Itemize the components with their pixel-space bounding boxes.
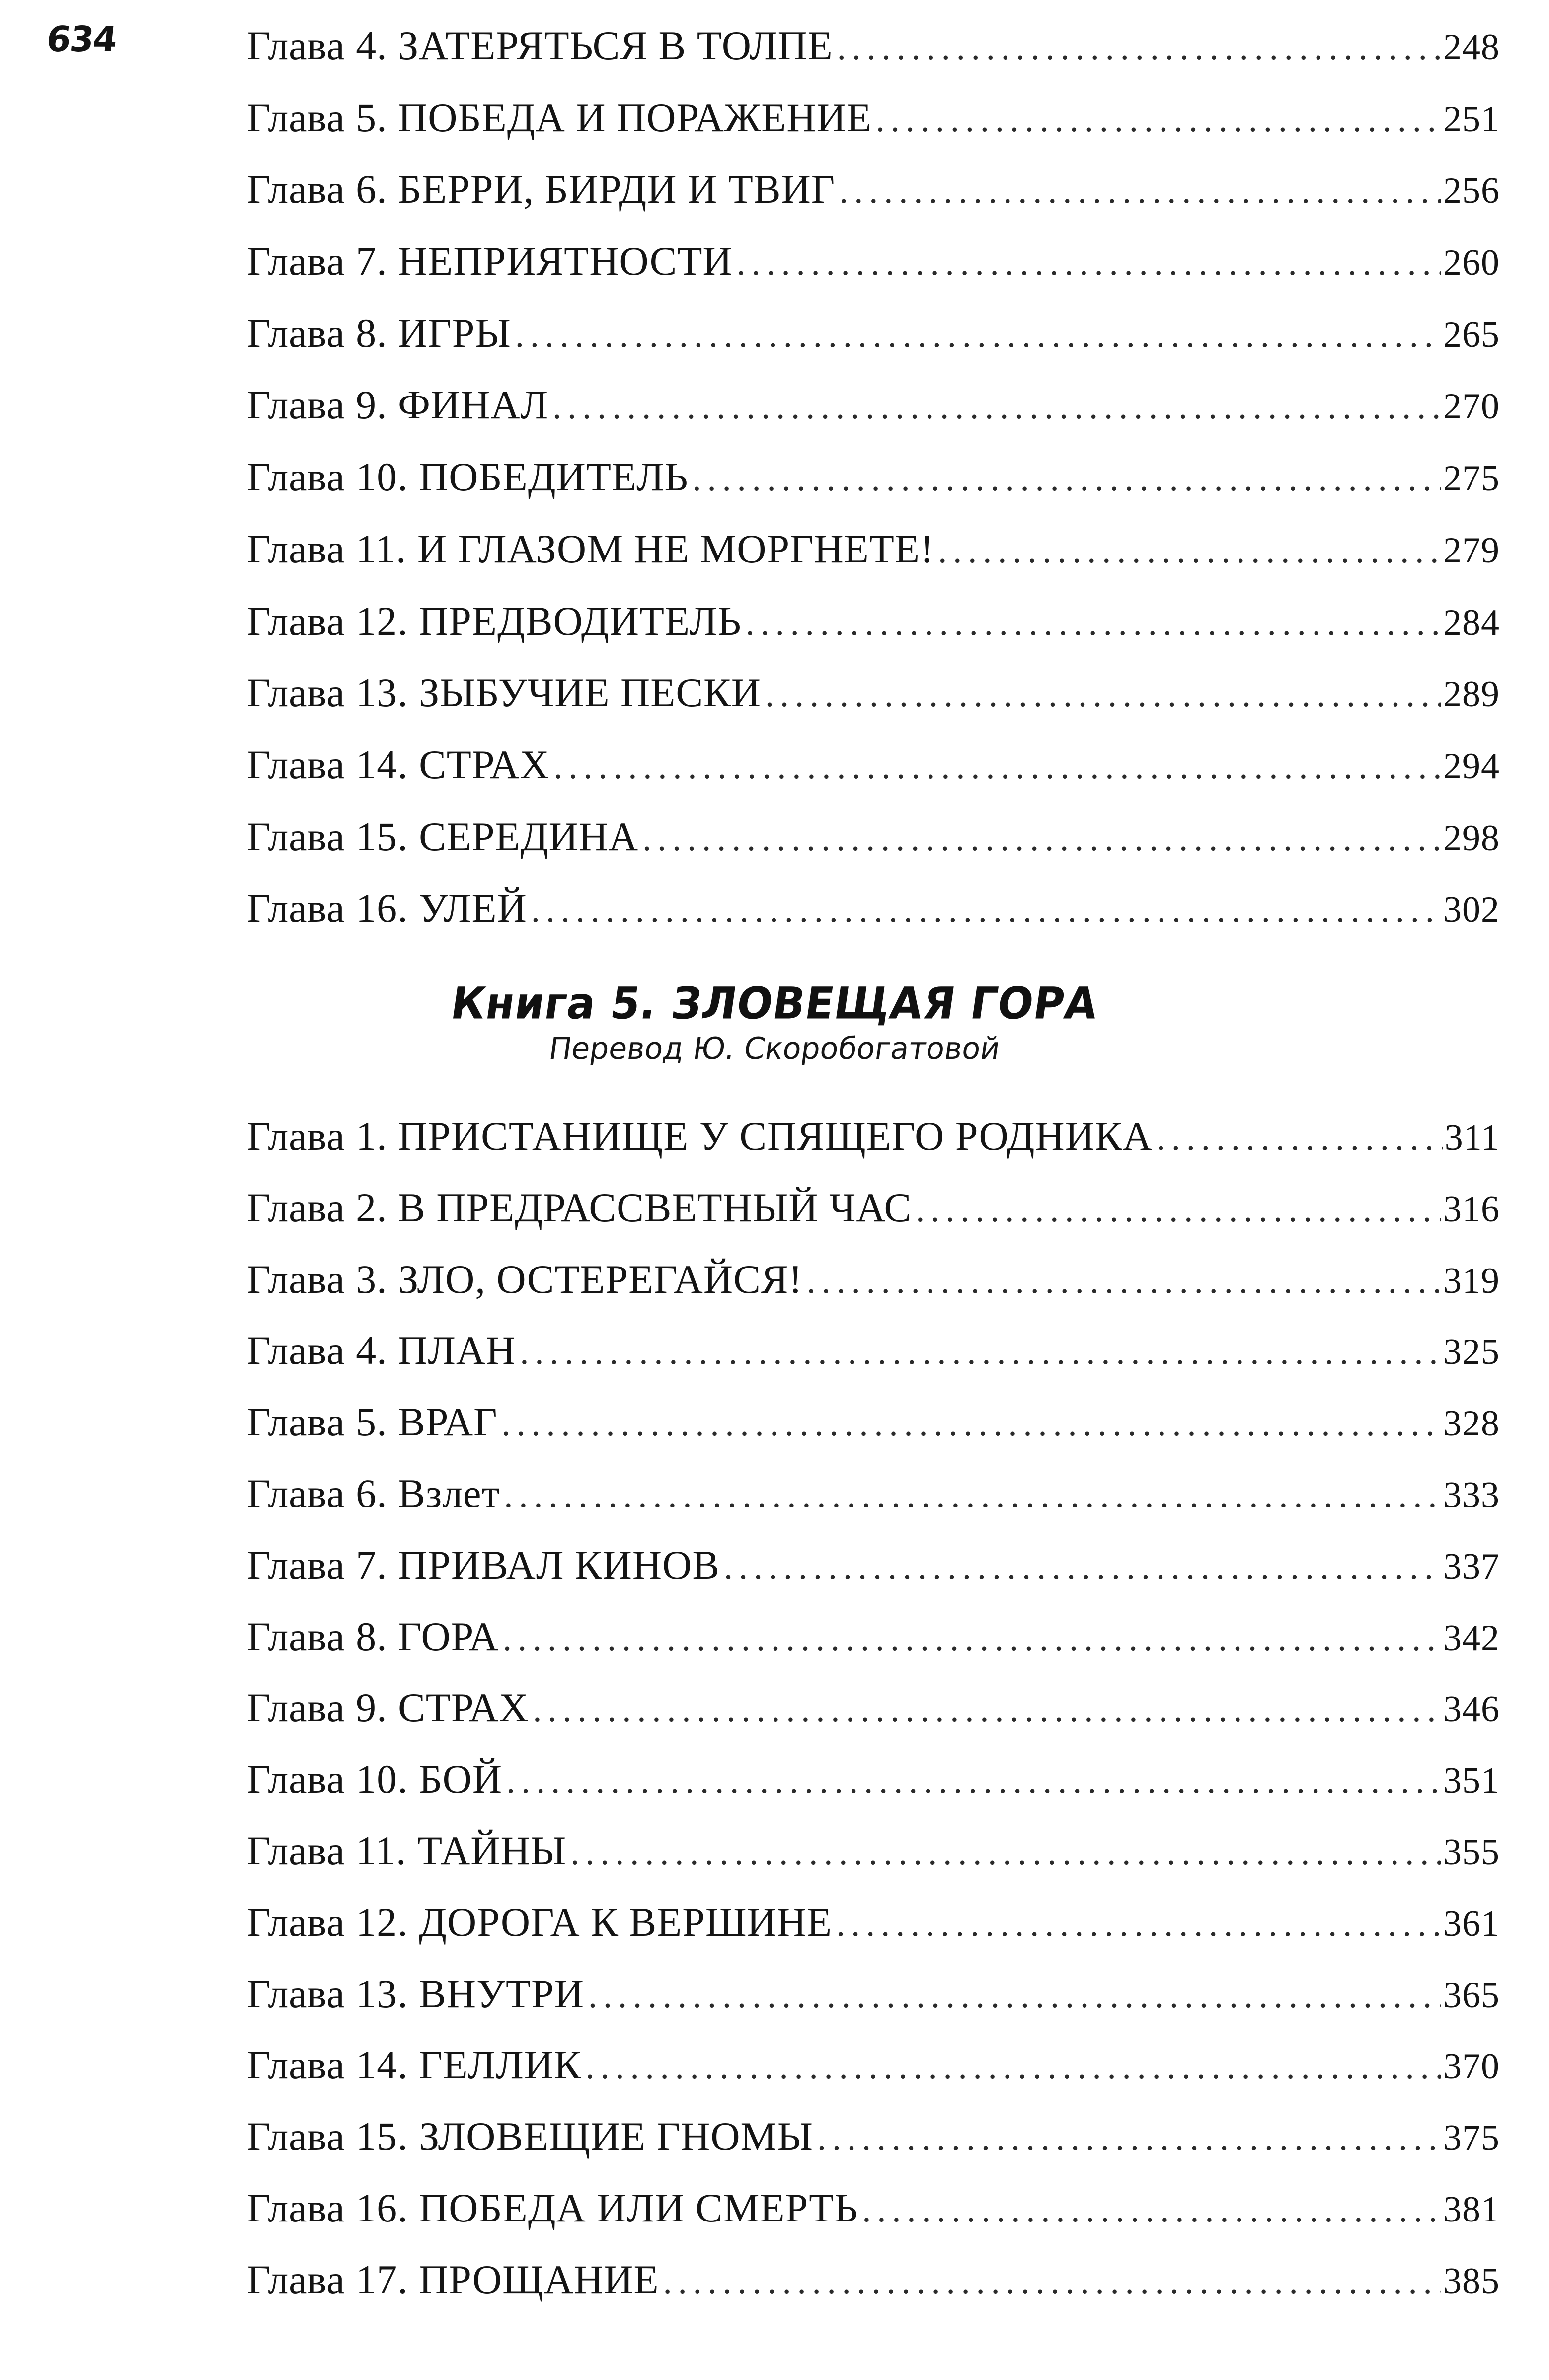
toc-entry-page: 311 xyxy=(1444,1117,1500,1158)
toc-entry-page: 328 xyxy=(1443,1403,1500,1444)
toc-entry-title: Глава 1. ПРИСТАНИЩЕ У СПЯЩЕГО РОДНИКА xyxy=(247,1113,1153,1159)
toc-leader-dots xyxy=(916,1174,1441,1246)
toc-leader-dots xyxy=(552,371,1441,443)
toc-leader-dots xyxy=(724,1531,1441,1603)
toc-leader-dots xyxy=(502,1388,1441,1460)
toc-leader-dots xyxy=(570,1817,1441,1889)
toc-entry-title: Глава 10. ПОБЕДИТЕЛЬ xyxy=(247,454,689,500)
toc-entry-page: 256 xyxy=(1443,170,1500,212)
toc-entry-page: 381 xyxy=(1443,2189,1500,2230)
toc-entry-title: Глава 5. ПОБЕДА И ПОРАЖЕНИЕ xyxy=(247,94,872,140)
toc-list-book5 xyxy=(247,1101,1500,2315)
toc-entry-title: Глава 6. Взлет xyxy=(247,1470,500,1516)
toc-leader-dots xyxy=(588,1960,1441,2032)
toc-entry-page: 342 xyxy=(1443,1617,1500,1659)
toc-entry-page: 289 xyxy=(1443,674,1500,715)
toc-leader-dots xyxy=(807,1246,1441,1317)
toc-entry-page: 248 xyxy=(1443,27,1500,68)
toc-entry[interactable] xyxy=(247,2172,1500,2244)
toc-leader-dots xyxy=(836,1889,1441,1960)
toc-entry-title: Глава 17. ПРОЩАНИЕ xyxy=(247,2256,659,2302)
toc-entry-page: 346 xyxy=(1443,1689,1500,1730)
toc-entry[interactable] xyxy=(247,298,1500,370)
toc-entry[interactable] xyxy=(247,1244,1500,1315)
toc-entry-title: Глава 8. ИГРЫ xyxy=(247,310,511,356)
toc-entry-page: 270 xyxy=(1443,386,1500,427)
book-title: Книга 5. ЗЛОВЕЩАЯ ГОРА xyxy=(448,977,1101,1029)
toc-entry[interactable] xyxy=(247,1101,1500,1172)
toc-leader-dots xyxy=(693,443,1441,515)
toc-entry[interactable] xyxy=(247,1458,1500,1529)
toc-entry[interactable] xyxy=(247,801,1500,873)
toc-entry-page: 302 xyxy=(1443,889,1500,931)
toc-entry[interactable] xyxy=(247,441,1500,513)
toc-leader-dots xyxy=(642,802,1441,874)
toc-leader-dots xyxy=(663,2246,1441,2317)
toc-entry-page: 325 xyxy=(1443,1332,1500,1373)
toc-leader-dots xyxy=(506,1745,1441,1817)
toc-entry[interactable] xyxy=(247,82,1500,154)
toc-entry-title: Глава 12. ДОРОГА К ВЕРШИНЕ xyxy=(247,1899,833,1945)
toc-entry[interactable] xyxy=(247,154,1500,226)
toc-entry-page: 284 xyxy=(1443,602,1500,643)
toc-entry[interactable] xyxy=(247,1744,1500,1815)
toc-leader-dots xyxy=(839,155,1441,227)
toc-entry-page: 351 xyxy=(1443,1760,1500,1802)
toc-entry-title: Глава 9. СТРАХ xyxy=(247,1685,529,1731)
toc-entry[interactable] xyxy=(247,1601,1500,1672)
toc-entry-page: 251 xyxy=(1443,98,1500,140)
toc-leader-dots xyxy=(553,730,1441,802)
toc-leader-dots xyxy=(515,299,1441,371)
toc-entry-page: 361 xyxy=(1443,1903,1500,1944)
toc-entry-title: Глава 7. НЕПРИЯТНОСТИ xyxy=(247,238,733,284)
toc-entry-title: Глава 7. ПРИВАЛ КИНОВ xyxy=(247,1542,720,1587)
toc-entry[interactable] xyxy=(247,1529,1500,1601)
toc-entry-title: Глава 16. УЛЕЙ xyxy=(247,885,527,931)
toc-entry[interactable] xyxy=(247,1315,1500,1386)
toc-leader-dots xyxy=(765,658,1441,730)
toc-entry-page: 355 xyxy=(1443,1831,1500,1873)
toc-entry-page: 260 xyxy=(1443,242,1500,284)
toc-entry-title: Глава 4. ПЛАН xyxy=(247,1328,516,1373)
toc-entry-page: 337 xyxy=(1443,1546,1500,1587)
toc-leader-dots xyxy=(520,1317,1441,1388)
toc-entry[interactable] xyxy=(247,369,1500,441)
toc-leader-dots xyxy=(876,83,1441,156)
toc-entry-page: 365 xyxy=(1443,1975,1500,2016)
toc-entry-page: 333 xyxy=(1443,1474,1500,1515)
toc-entry-title: Глава 11. ТАЙНЫ xyxy=(247,1827,567,1873)
toc-entry-title: Глава 13. ВНУТРИ xyxy=(247,1971,584,2016)
toc-entry[interactable] xyxy=(247,10,1500,82)
toc-entry-title: Глава 4. ЗАТЕРЯТЬСЯ В ТОЛПЕ xyxy=(247,23,833,68)
toc-entry-title: Глава 15. ЗЛОВЕЩИЕ ГНОМЫ xyxy=(247,2114,813,2159)
toc-leader-dots xyxy=(531,874,1441,946)
toc-leader-dots xyxy=(862,2174,1441,2246)
toc-entry[interactable] xyxy=(247,226,1500,298)
toc-entry-title: Глава 9. ФИНАЛ xyxy=(247,382,549,428)
toc-entry[interactable] xyxy=(247,1386,1500,1458)
toc-leader-dots xyxy=(586,2031,1441,2103)
toc-entry-title: Глава 10. БОЙ xyxy=(247,1756,503,1802)
toc-entry-title: Глава 6. БЕРРИ, БИРДИ И ТВИГ xyxy=(247,166,836,212)
toc-entry-title: Глава 5. ВРАГ xyxy=(247,1399,498,1445)
toc-entry[interactable] xyxy=(247,729,1500,801)
toc-entry-title: Глава 14. ГЕЛЛИК xyxy=(247,2042,582,2088)
toc-entry-page: 294 xyxy=(1443,745,1500,787)
toc-list-book4 xyxy=(247,10,1500,945)
toc-entry[interactable] xyxy=(247,1815,1500,1887)
toc-entry-title: Глава 3. ЗЛО, ОСТЕРЕГАЙСЯ! xyxy=(247,1256,803,1302)
toc-entry[interactable] xyxy=(247,1172,1500,1244)
toc-entry[interactable] xyxy=(247,2101,1500,2172)
toc-leader-dots xyxy=(837,11,1441,83)
toc-leader-dots xyxy=(746,587,1441,659)
toc-leader-dots xyxy=(504,1460,1441,1531)
toc-entry-page: 319 xyxy=(1443,1260,1500,1301)
toc-entry[interactable] xyxy=(247,513,1500,585)
toc-entry[interactable] xyxy=(247,2029,1500,2101)
toc-leader-dots xyxy=(737,227,1441,299)
toc-entry-title: Глава 15. СЕРЕДИНА xyxy=(247,813,639,859)
toc-entry-title: Глава 11. И ГЛАЗОМ НЕ МОРГНЕТЕ! xyxy=(247,526,934,571)
toc-leader-dots xyxy=(938,515,1441,587)
toc-entry[interactable] xyxy=(247,657,1500,729)
toc-entry-page: 279 xyxy=(1443,530,1500,571)
toc-entry[interactable] xyxy=(247,2244,1500,2315)
toc-entry-page: 298 xyxy=(1443,817,1500,859)
book-translator-credit: Перевод Ю. Скоробогатовой xyxy=(546,1031,1003,1066)
page-number: 634 xyxy=(44,19,119,60)
toc-entry-page: 370 xyxy=(1443,2046,1500,2087)
toc-entry[interactable] xyxy=(247,1672,1500,1744)
toc-entry[interactable] xyxy=(247,873,1500,945)
toc-entry-title: Глава 13. ЗЫБУЧИЕ ПЕСКИ xyxy=(247,670,761,715)
toc-entry-title: Глава 8. ГОРА xyxy=(247,1613,499,1659)
toc-leader-dots xyxy=(503,1603,1441,1674)
toc-entry-page: 275 xyxy=(1443,458,1500,499)
toc-entry-title: Глава 14. СТРАХ xyxy=(247,741,550,787)
toc-leader-dots xyxy=(533,1674,1441,1745)
toc-entry-title: Глава 12. ПРЕДВОДИТЕЛЬ xyxy=(247,598,742,643)
toc-entry-page: 385 xyxy=(1443,2260,1500,2301)
toc-entry-page: 316 xyxy=(1443,1189,1500,1230)
toc-entry-title: Глава 2. В ПРЕДРАССВЕТНЫЙ ЧАС xyxy=(247,1185,912,1230)
toc-entry-page: 265 xyxy=(1443,314,1500,355)
toc-entry[interactable] xyxy=(247,585,1500,657)
toc-leader-dots xyxy=(817,2103,1441,2174)
toc-leader-dots xyxy=(1157,1103,1443,1174)
book-heading xyxy=(0,979,1549,1066)
toc-entry[interactable] xyxy=(247,1887,1500,1958)
toc-entry-title: Глава 16. ПОБЕДА ИЛИ СМЕРТЬ xyxy=(247,2185,858,2230)
toc-entry[interactable] xyxy=(247,1958,1500,2030)
toc-entry-page: 375 xyxy=(1443,2118,1500,2159)
